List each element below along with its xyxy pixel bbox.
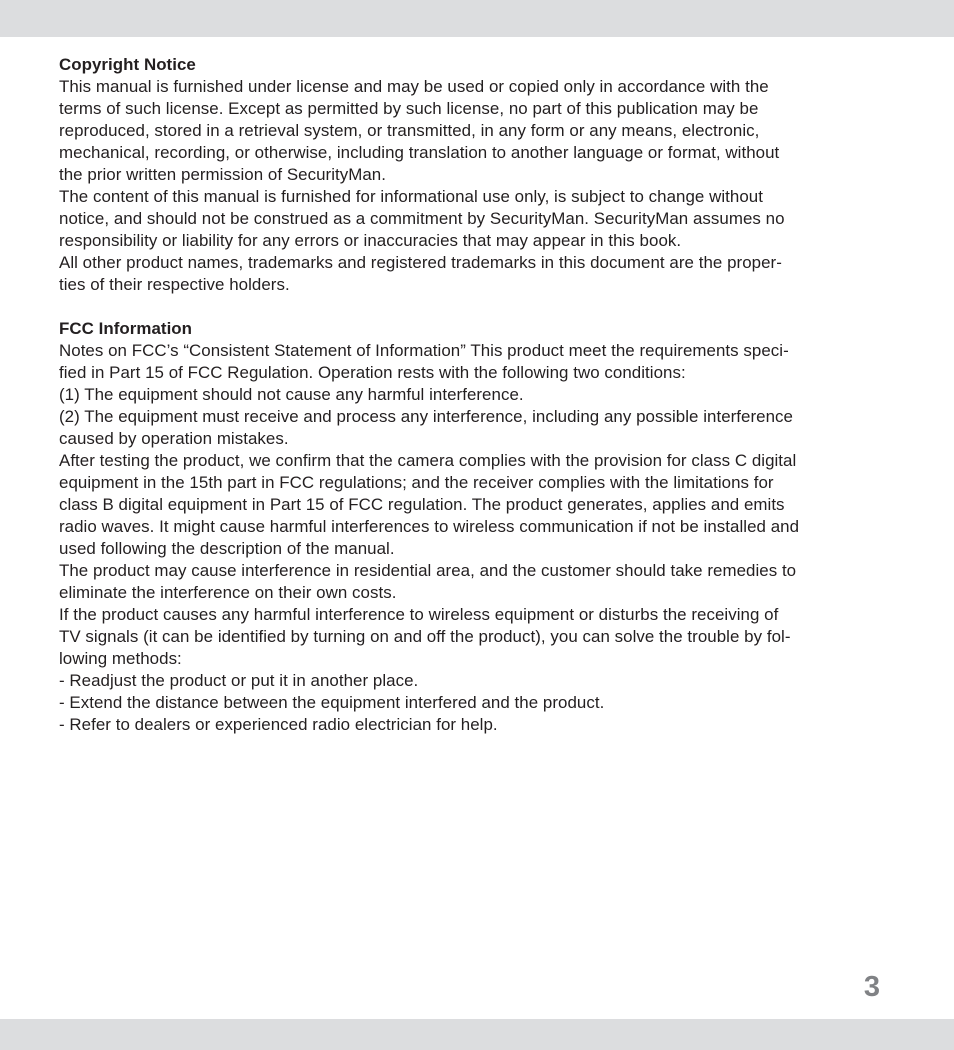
copyright-line: responsibility or liability for any errors or inaccuracies that may appear in this book. [59,231,682,250]
fcc-line: class B digital equipment in Part 15 of FCC regulation. The product generates, applies and emits [59,495,785,514]
fcc-line: used following the description of the manual. [59,539,395,558]
copyright-line: reproduced, stored in a retrieval system, or transmitted, in any form or any means, electronic, [59,121,760,140]
section-spacer [59,296,911,318]
fcc-line: (2) The equipment must receive and process any interference, including any possible interference [59,407,793,426]
fcc-line: Notes on FCC’s “Consistent Statement of Information” This product meet the requirements speci- [59,341,789,360]
fcc-line: equipment in the 15th part in FCC regulations; and the receiver complies with the limitations for [59,473,774,492]
fcc-line: eliminate the interference on their own costs. [59,583,397,602]
fcc-line: fied in Part 15 of FCC Regulation. Operation rests with the following two conditions: [59,363,686,382]
copyright-line: terms of such license. Except as permitted by such license, no part of this publication may be [59,99,759,118]
fcc-line: If the product causes any harmful interference to wireless equipment or disturbs the receiving of [59,605,779,624]
bottom-footer-band [0,1019,954,1050]
copyright-line: ties of their respective holders. [59,275,290,294]
fcc-line: After testing the product, we confirm that the camera complies with the provision for class C digital [59,451,797,470]
page-number: 3 [863,971,880,1003]
copyright-line: This manual is furnished under license and may be used or copied only in accordance with the [59,77,769,96]
fcc-line: TV signals (it can be identified by turning on and off the product), you can solve the trouble by fol- [59,627,791,646]
copyright-line: The content of this manual is furnished for informational use only, is subject to change without [59,187,763,206]
fcc-line: lowing methods: [59,649,182,668]
fcc-heading: FCC Information [59,319,193,338]
document-body [59,54,911,736]
copyright-line: notice, and should not be construed as a commitment by SecurityMan. SecurityMan assumes no [59,209,785,228]
copyright-line: the prior written permission of SecurityMan. [59,165,386,184]
fcc-section [59,318,911,736]
copyright-section [59,54,911,296]
fcc-line: The product may cause interference in residential area, and the customer should take remedies to [59,561,797,580]
fcc-line: radio waves. It might cause harmful interferences to wireless communication if not be installed and [59,517,800,536]
copyright-line: All other product names, trademarks and registered trademarks in this document are the proper- [59,253,782,272]
fcc-line: - Refer to dealers or experienced radio electrician for help. [59,715,498,734]
fcc-line: (1) The equipment should not cause any harmful interference. [59,385,524,404]
top-header-band [0,0,954,37]
copyright-line: mechanical, recording, or otherwise, including translation to another language or format, without [59,143,780,162]
fcc-line: caused by operation mistakes. [59,429,289,448]
fcc-line: - Readjust the product or put it in another place. [59,671,419,690]
copyright-heading: Copyright Notice [59,55,196,74]
fcc-line: - Extend the distance between the equipment interfered and the product. [59,693,605,712]
